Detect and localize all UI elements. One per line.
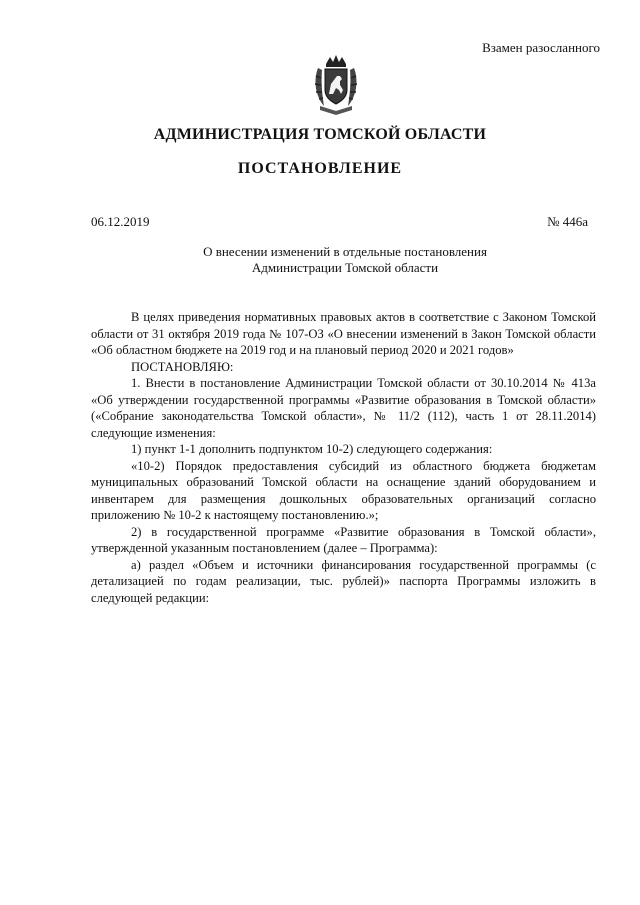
document-date: 06.12.2019	[91, 214, 150, 229]
body-paragraph: а) раздел «Объем и источники финансирования государственной программы (с детализацией по годам реализации, тыс. рублей)» паспорта Программы изложить в следующей редакции:	[91, 557, 596, 605]
document-body	[91, 309, 596, 606]
body-paragraph: 1. Внести в постановление Администрации Томской области от 30.10.2014 № 413а «Об утверждении государственной программы «Развитие образования в Томской области» («Собрание законодательства Томской области», № 11/2 (112), часть 1 от 28.11.2014) следующие изменения:	[91, 376, 596, 440]
subject-line: Администрации Томской области	[251, 260, 439, 275]
document-number: № 446а	[547, 214, 588, 229]
document-type-title: ПОСТАНОВЛЕНИЕ	[237, 160, 403, 177]
organization-title: АДМИНИСТРАЦИЯ ТОМСКОЙ ОБЛАСТИ	[153, 126, 487, 143]
body-paragraph: 1) пункт 1-1 дополнить подпунктом 10-2) следующего содержания:	[131, 442, 493, 456]
document-subject	[0, 244, 640, 276]
body-paragraph: 2) в государственной программе «Развитие образования в Томской области», утвержденной указанным постановлением (далее – Программа):	[91, 524, 596, 555]
body-paragraph: «10-2) Порядок предоставления субсидий из областного бюджета бюджетам муниципальных образований Томской области на оснащение зданий оборудованием и инвентарем для размещения дошкольных образовательных организаций согласно приложению № 10-2 к настоящему постановлению.»;	[91, 458, 596, 522]
subject-line: О внесении изменений в отдельные постановления	[203, 244, 487, 259]
replacement-note: Взамен разосланного	[482, 40, 600, 55]
coat-of-arms-icon	[312, 54, 360, 116]
preamble-paragraph: В целях приведения нормативных правовых актов в соответствие с Законом Томской области от 31 октября 2019 года № 107-ОЗ «О внесении изменений в Закон Томской области «Об областном бюджете на 2019 год и на плановый период 2020 и 2021 годов»	[91, 310, 596, 357]
resolution-heading: ПОСТАНОВЛЯЮ:	[131, 359, 234, 374]
